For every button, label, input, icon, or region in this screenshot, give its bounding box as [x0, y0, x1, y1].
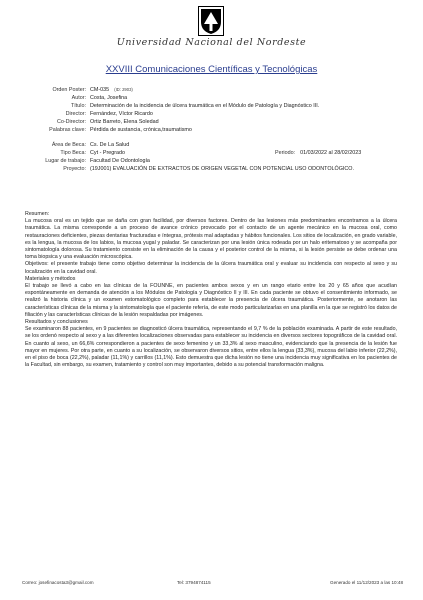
conference-title: XXVIII Comunicaciones Científicas y Tecnológicas: [105, 64, 318, 75]
proyecto-label: Proyecto:: [63, 165, 86, 172]
titulo-value: Determinación de la incidencia de úlcera traumática en el Módulo de Patología y Diagnóstico III.: [90, 103, 320, 110]
paragraph-methods: El trabajo se llevó a cabo en las clínicas de la FOUNNE, en pacientes ambos sexos y en un rango etario entre los 20 y 65 años que acudían espontáneamente en demanda de atención a los Módulos de Patología y Diagnóstico II y III. En cada paciente se obtuvo el consentimiento informado, se realizó la historia clínica y un examen estomatológico completo para establecer la presencia de úlcera traumática. Posteriormente, se anotaron las características clínicas de la misma y la sintomatología que el paciente refería, de este modo particularizarlas en una planilla en la que se registró los datos de filiación y las características clínicas de la lesión respaldadas por imágenes.: [25, 283, 397, 318]
director-label: Director:: [65, 111, 86, 118]
row-autor: [0, 94, 423, 102]
tipo-beca-label: Tipo Beca:: [60, 149, 86, 156]
row-area-beca: [0, 141, 423, 149]
tipo-beca-value: Cyt - Pregrado: [90, 149, 126, 156]
row-tipo-beca: [0, 149, 423, 157]
row-proyecto: [0, 165, 423, 173]
footer-email: Correo: josefinacosta3@gmail.com: [22, 580, 94, 585]
footer-generated: Generado el 11/12/2023 a las 10:48: [330, 580, 403, 585]
orden-poster-value: [90, 86, 133, 94]
metadata-block: [0, 86, 423, 173]
university-name: Universidad Nacional del Nordeste: [116, 37, 307, 48]
palabras-clave-value: Pérdida de sustancia, crónica,traumatismo: [90, 127, 192, 134]
area-beca-label: Área de Beca:: [51, 141, 86, 148]
director-value: Fernández, Víctor Ricardo: [90, 111, 153, 118]
abstract-body: [25, 211, 397, 369]
lugar-trabajo-value: Facultad De Odontología: [90, 157, 150, 164]
materiales-heading: Materiales y métodos: [25, 275, 76, 282]
university-logo-icon: [198, 6, 224, 36]
row-lugar-trabajo: [0, 157, 423, 165]
orden-poster-label: Orden Poster:: [52, 87, 86, 93]
proyecto-value: (19J001) EVALUACIÓN DE EXTRACTOS DE ORIGEN VEGETAL CON POTENCIAL USO ODONTOLÓGICO.: [90, 165, 354, 172]
codirector-label: Co-Director:: [56, 119, 86, 126]
autor-value: Costa, Josefina: [90, 95, 128, 102]
periodo-label: Periodo:: [275, 149, 296, 156]
resultados-heading: Resultados y conclusiones: [25, 319, 88, 326]
resumen-heading: Resumen:: [25, 211, 50, 217]
codirector-value: Ortiz Barreto, Elena Soledad: [90, 119, 159, 126]
area-beca-value: Cs. De La Salud: [90, 141, 130, 148]
titulo-label: Título:: [71, 103, 86, 110]
row-codirector: [0, 118, 423, 126]
footer-phone: Tel: 3794874115: [177, 580, 211, 585]
paragraph-objectives: Objetivos: el presente trabajo tiene como objetivo determinar la incidencia de la úlcera traumática oral y evaluar su incidencia con respecto al sexo y su localización en la cavidad oral.: [25, 261, 397, 275]
palabras-clave-label: Palabras clave:: [49, 127, 86, 134]
paragraph-results: Se examinaron 88 pacientes, en 9 pacientes se diagnosticó úlcera traumática, representando el 9,7 % de la población examinada. A partir de este resultado, se los ordenó respecto al sexo y a las diferentes localizaciones observadas para establecer su incidencia en diversos sectores topográficos de la cavidad oral. En cuanto al sexo, un 66,6% correspondieron a pacientes de sexo femenino y un 33,3% al sexo masculino, evidenciando que la presencia de la lesión fue mayor en mujeres. Por otra parte, en cuanto a su localización, se observaron diversos sitios, entre ellos la lengua (33,3%), mucosa del labio inferior (22,2%), en el piso de boca (22,2%), paladar (11,1%) y carrillos (11,1%). Esto demuestra que dicha lesión no tiene una incidencia muy significativa en los pacientes de la Facultad, sin embargo, su examen, tratamiento y control son muy importantes, debido a su potencial transformación maligna.: [25, 326, 397, 369]
paragraph-introduction: La mucosa oral es un tejido que se daña con gran facilidad, por diversos factores. Dentro de las lesiones más predominantes encontramos a la úlcera traumática. La misma corresponde a un proceso de avance crónico provocado por el contacto de un agente mecánico en la mucosa oral, como restauraciones deficientes, piezas dentarias fracturadas e íntegras, prótesis mal adaptadas y hábitos funcionales. Los sitios de localización, en grado variable, es la lengua, la mucosa de los labios, la mucosa yugal y paladar. Se caracterizan por una lesión única rodeada por un halo eritematoso y se acompaña por sintomatología dolorosa. Su tratamiento consiste en la eliminación de la causa y el posterior control de la misma, si la lesión persiste se debe ordenar una toma biopsica y una evaluación microscópica.: [25, 218, 397, 261]
row-director: [0, 110, 423, 118]
autor-label: Autor:: [71, 95, 86, 102]
row-palabras-clave: [0, 126, 423, 134]
orden-poster-id: (ID: 2903): [114, 87, 133, 92]
orden-poster-code: CM-035: [90, 87, 110, 93]
page-footer: [22, 580, 403, 588]
lugar-trabajo-label: Lugar de trabajo:: [45, 157, 86, 164]
row-titulo: [0, 102, 423, 110]
periodo-value: 01/03/2022 al 28/02/2023: [300, 149, 362, 156]
periodo: [275, 149, 361, 157]
row-orden-poster: [0, 86, 423, 94]
